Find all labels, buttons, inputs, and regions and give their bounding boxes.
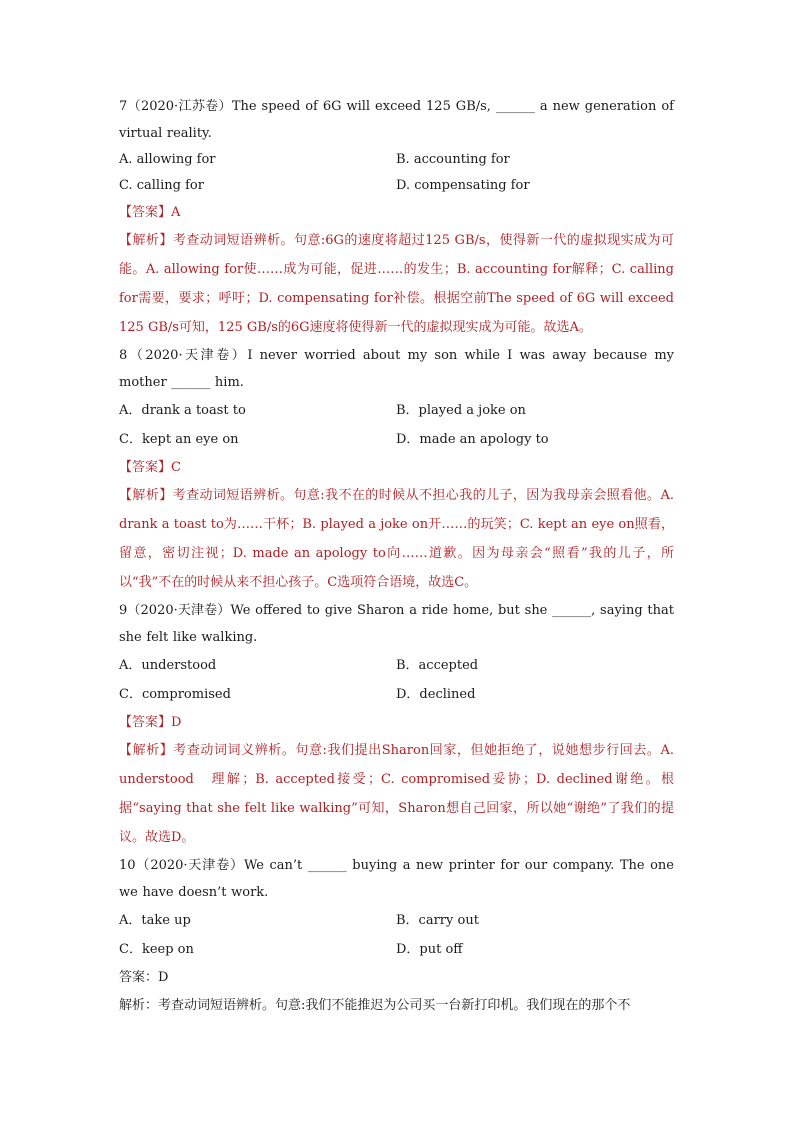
option-d: D．declined [396, 687, 476, 702]
option-c: C．compromised [119, 687, 231, 702]
analysis [119, 481, 674, 597]
option-d: D. compensating for [396, 178, 530, 193]
analysis [119, 736, 674, 852]
question-stem: 8（2020·天津卷）I never worried about my son while I was away because my mother ______ him. [119, 348, 674, 390]
analysis-tag: 【解析】 [119, 488, 173, 503]
analysis-tag: 【解析】 [119, 743, 174, 758]
answer-line [119, 199, 674, 226]
document-page [119, 93, 674, 1020]
analysis-text: 考查动词词义辨析。句意:我们提出Sharon回家，但她拒绝了，说她想步行回去。A. understood 理解；B. accepted接受；C. compromised妥协；D. declined谢绝。根据“saying that she felt like walking”可知，Sharon想自己回家，所以她“谢绝”了我们的提议。故选D。 [119, 743, 674, 845]
analysis-text: 考查动词短语辨析。句意:6G的速度将超过125 GB/s，使得新一代的虚拟现实成为可能。A. allowing for使……成为可能，促进……的发生；B. accounting for解释；C. calling for需要，要求；呼吁；D. compensating for补偿。根据空前The speed of 6G will exceed 125 GB/s可知，125 GB/s的6G速度将使得新一代的虚拟现实成为可能。故选A。 [119, 233, 674, 335]
answer-value: A [171, 205, 181, 220]
answer-value: C [171, 460, 181, 475]
option-c: C．kept an eye on [119, 432, 239, 447]
option-b: B．accepted [396, 658, 479, 673]
option-a: A．understood [119, 658, 217, 673]
option-b: B．played a joke on [396, 403, 526, 418]
answer-value: D [171, 715, 182, 730]
option-a: A. allowing for [119, 152, 216, 167]
analysis [119, 991, 674, 1020]
answer-line [119, 964, 674, 991]
option-c: C．keep on [119, 942, 194, 957]
options [119, 147, 674, 199]
analysis-text: 考查动词短语辨析。句意:我们不能推迟为公司买一台新打印机。我们现在的那个不 [158, 998, 631, 1013]
answer-tag: 答案： [119, 970, 159, 985]
options [119, 651, 674, 709]
options [119, 396, 674, 454]
question-7 [119, 93, 674, 342]
answer-value: D [158, 970, 169, 985]
analysis-tag: 【解析】 [119, 233, 173, 248]
question-stem: 10（2020·天津卷）We can’t ______ buying a new printer for our company. The one we have doesn’t work. [119, 858, 674, 900]
analysis-text: 考查动词短语辨析。句意:我不在的时候从不担心我的儿子，因为我母亲会照看他。A. drank a toast to为……干杯；B. played a joke on开……的玩笑；C. kept an eye on照看，留意，密切注视；D. made an apology to向……道歉。因为母亲会“照看”我的儿子，所以“我”不在的时候从来不担心孩子。C选项符合语境，故选C。 [119, 488, 674, 590]
option-b: B. accounting for [396, 152, 510, 167]
question-10 [119, 852, 674, 1020]
answer-line [119, 709, 674, 736]
question-stem: 9（2020·天津卷）We offered to give Sharon a ride home, but she ______, saying that she felt like walking. [119, 603, 674, 645]
option-d: D．put off [396, 942, 463, 957]
analysis-tag: 解析： [119, 998, 159, 1013]
option-c: C. calling for [119, 178, 204, 193]
option-d: D．made an apology to [396, 432, 549, 447]
answer-line [119, 454, 674, 481]
question-8 [119, 342, 674, 597]
answer-tag: 【答案】 [119, 205, 172, 220]
option-a: A．drank a toast to [119, 403, 246, 418]
question-9 [119, 597, 674, 852]
option-b: B．carry out [396, 913, 479, 928]
answer-tag: 【答案】 [119, 715, 172, 730]
option-a: A．take up [119, 913, 191, 928]
question-stem: 7（2020·江苏卷）The speed of 6G will exceed 125 GB/s, ______ a new generation of virtual reality. [119, 99, 674, 141]
options [119, 906, 674, 964]
analysis [119, 226, 674, 342]
answer-tag: 【答案】 [119, 460, 172, 475]
